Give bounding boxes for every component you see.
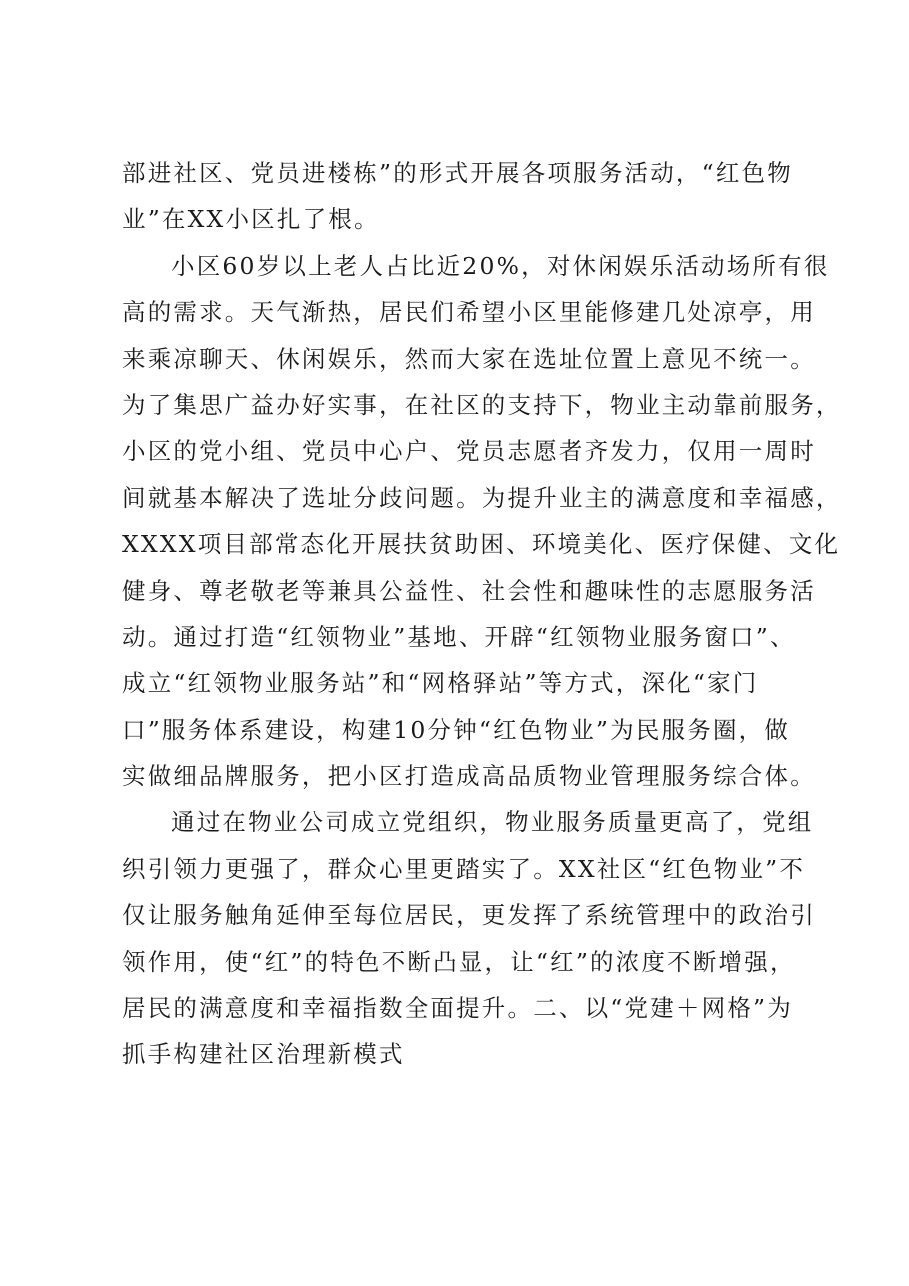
text-line: 抓手构建社区治理新模式 xyxy=(122,1040,405,1069)
text-line: XXXX项目部常态化开展扶贫助困、环境美化、医疗保健、文化 xyxy=(122,530,841,559)
paragraph-1 xyxy=(122,150,792,243)
text-line: 小区的党小组、党员中心户、党员志愿者齐发力，仅用一周时 xyxy=(122,437,816,466)
text-line: 织引领力更强了，群众心里更踏实了。XX社区“红色物业”不 xyxy=(122,854,806,883)
text-line: 口”服务体系建设，构建10分钟“红色物业”为民服务圈，做 xyxy=(122,715,791,744)
paragraph-3 xyxy=(122,799,816,1077)
paragraph-2 xyxy=(122,243,842,800)
text-line: 健身、尊老敬老等兼具公益性、社会性和趣味性的志愿服务活 xyxy=(122,576,816,605)
text-line: 居民的满意度和幸福指数全面提升。二、以“党建＋网格”为 xyxy=(122,994,793,1023)
text-line: 通过在物业公司成立党组织，物业服务质量更高了，党组 xyxy=(171,808,814,837)
text-line: 成立“红领物业服务站”和“网格驿站”等方式，深化“家门 xyxy=(122,669,759,698)
text-line: 领作用，使“红”的特色不断凸显，让“红”的浓度不断增强， xyxy=(122,947,796,976)
text-line: 动。通过打造“红领物业”基地、开辟“红领物业服务窗口”、 xyxy=(122,622,796,651)
text-line: 仅让服务触角延伸至每位居民，更发挥了系统管理中的政治引 xyxy=(122,901,816,930)
text-line: 部进社区、党员进楼栋”的形式开展各项服务活动，“红色物 xyxy=(122,159,793,187)
text-line: 实做细品牌服务，把小区打造成高品质物业管理服务综合体。 xyxy=(122,762,816,791)
text-line: 业”在XX小区扎了根。 xyxy=(122,205,380,234)
text-line: 小区60岁以上老人占比近20%，对休闲娱乐活动场所有很 xyxy=(171,251,830,280)
text-line: 为了集思广益办好实事，在社区的支持下，物业主动靠前服务， xyxy=(122,390,842,419)
body-text xyxy=(122,150,842,1078)
text-line: 间就基本解决了选址分歧问题。为提升业主的满意度和幸福感， xyxy=(122,483,842,512)
text-line: 高的需求。天气渐热，居民们希望小区里能修建几处凉亭，用 xyxy=(122,298,816,327)
text-line: 来乘凉聊天、休闲娱乐，然而大家在选址位置上意见不统一。 xyxy=(122,344,816,373)
